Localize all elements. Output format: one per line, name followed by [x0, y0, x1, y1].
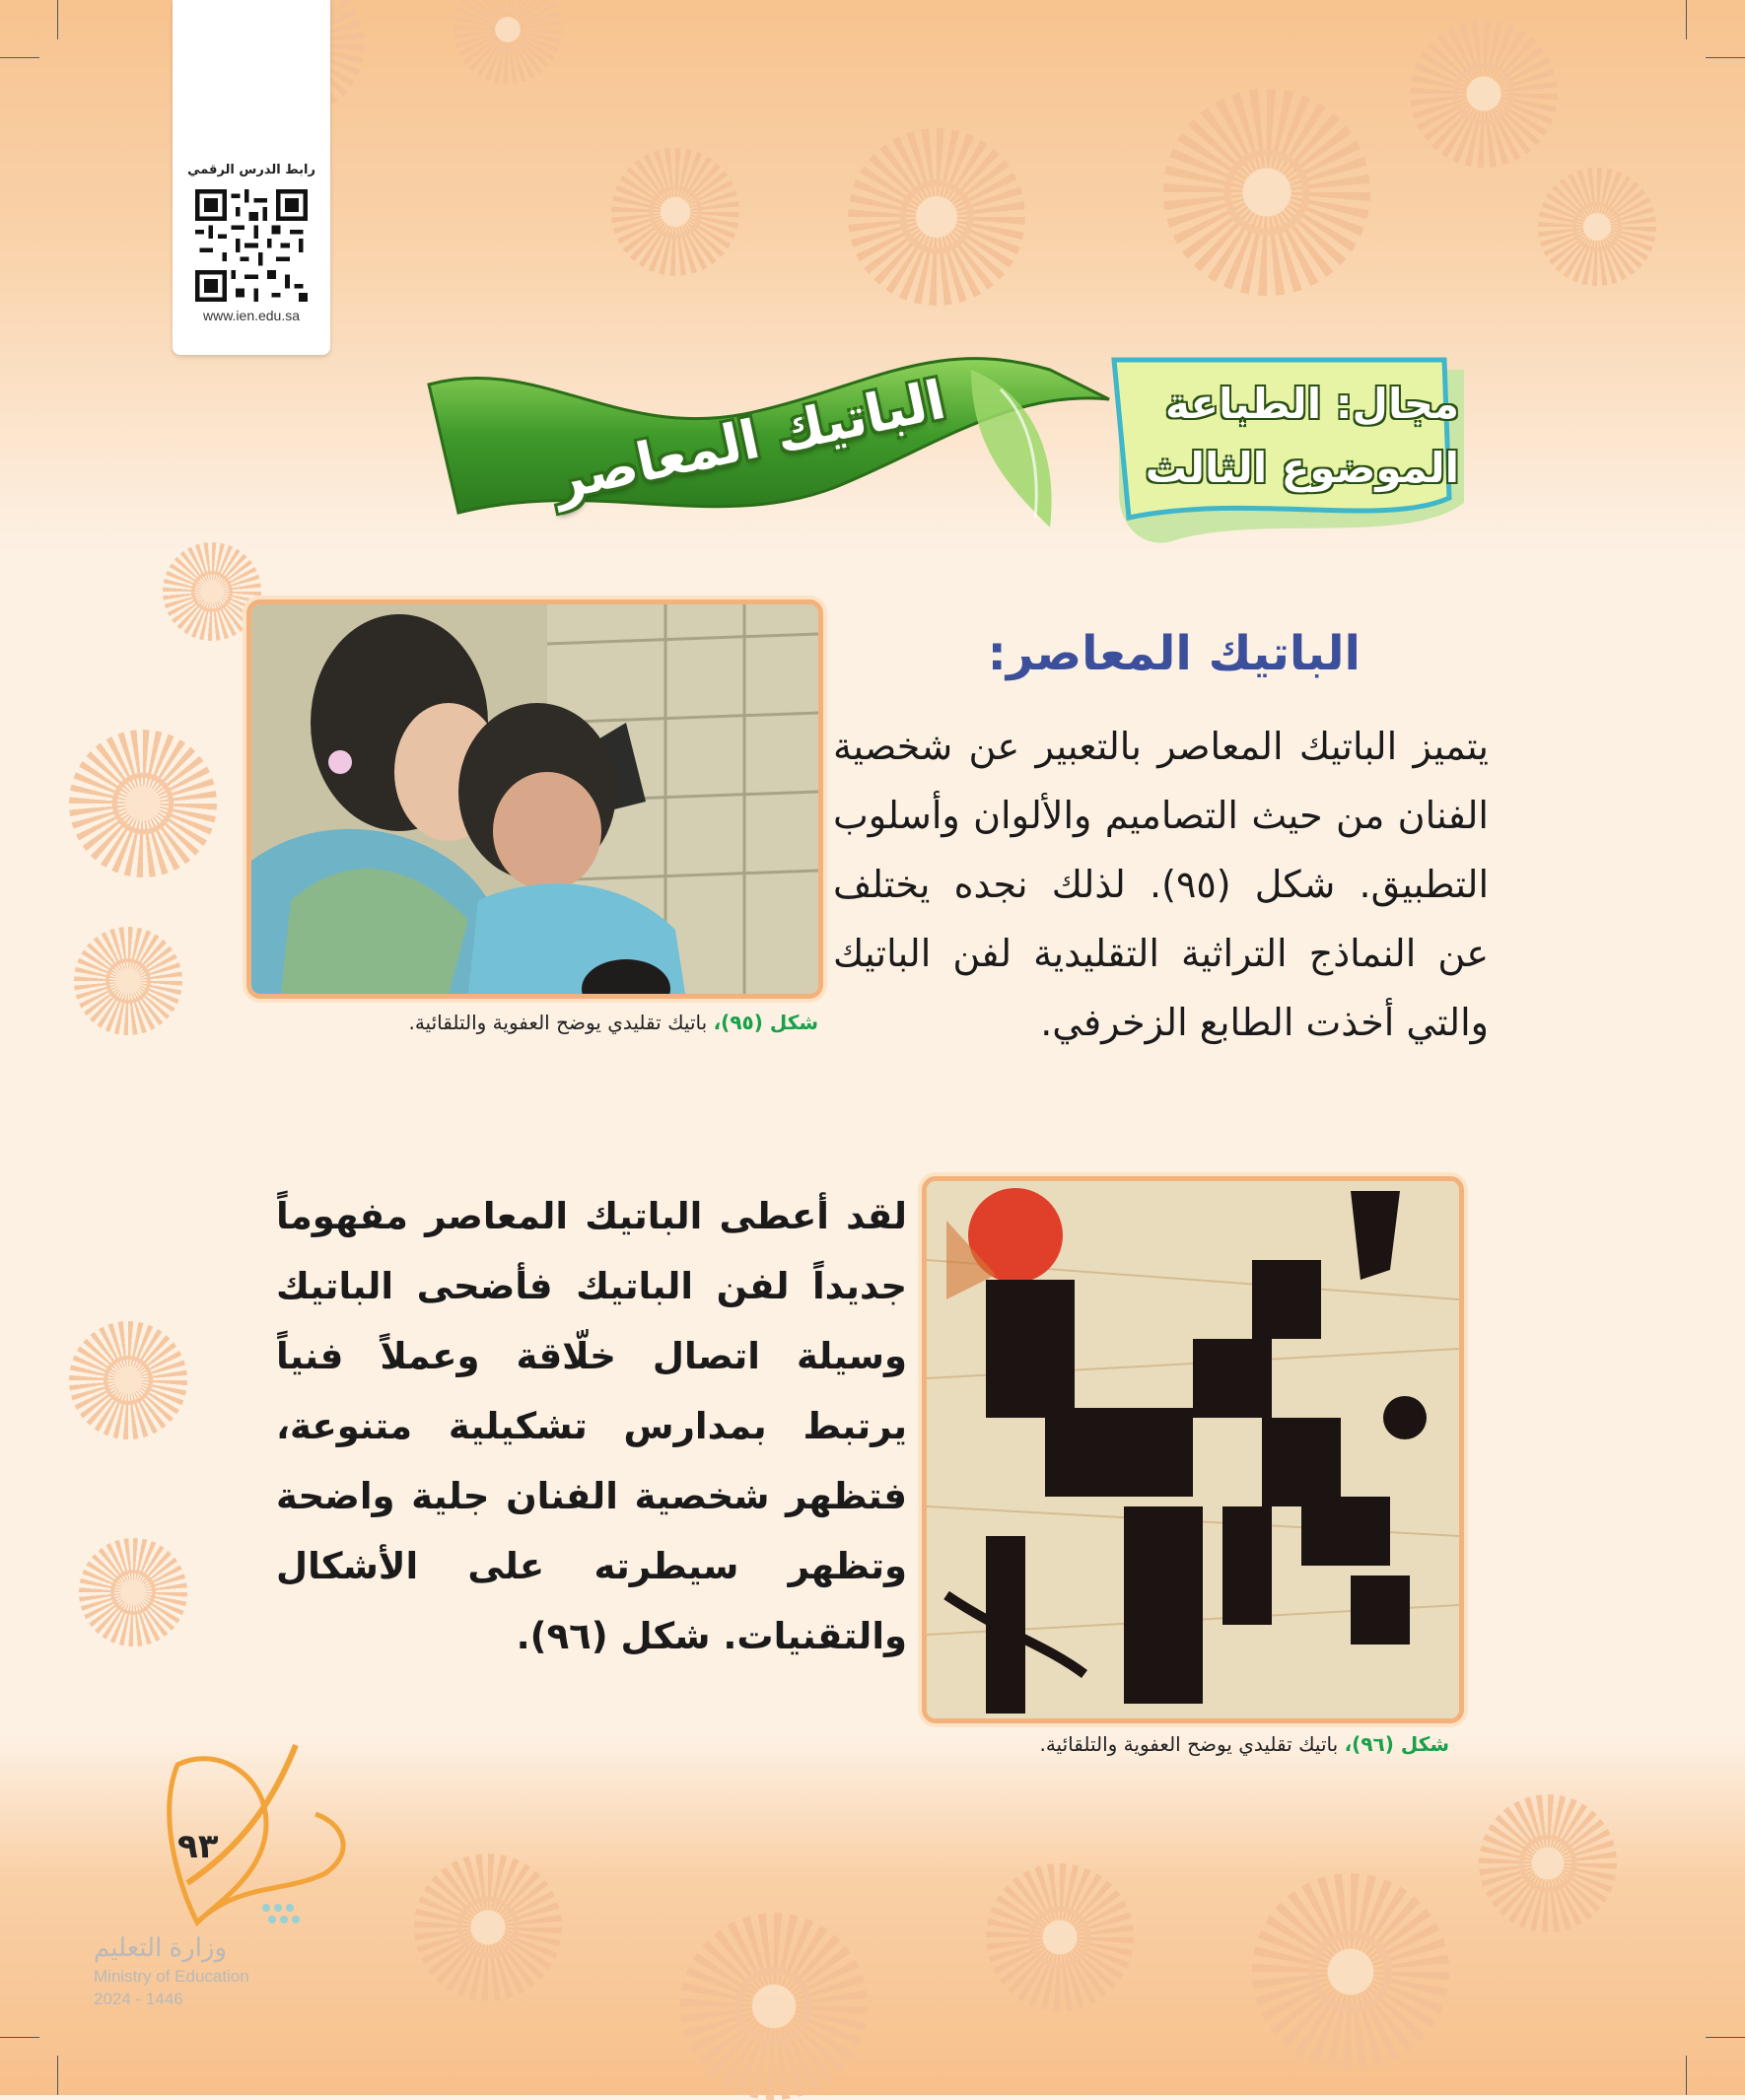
ministry-name-ar: وزارة التعليم [94, 1932, 228, 1962]
decorative-flower-icon [680, 1913, 868, 2100]
crop-mark [0, 57, 39, 58]
ministry-name-en: Ministry of Education [94, 1967, 249, 1986]
decorative-flower-icon [611, 148, 739, 276]
topic-label: الموضوع الثالث [1145, 444, 1459, 492]
figure-95-label: شكل (٩٥)، [713, 1011, 818, 1034]
figure-96-image [922, 1176, 1464, 1723]
decorative-flower-icon [1163, 89, 1370, 296]
domain-label: مجال: الطباعة [1164, 380, 1459, 428]
crop-mark [1686, 2056, 1687, 2095]
decorative-flower-icon [1252, 1873, 1449, 2070]
crop-mark [1706, 57, 1745, 58]
paragraph-1: يتميز الباتيك المعاصر بالتعبير عن شخصية الفنان من حيث التصاميم والألوان وأسلوب التطبيق. شكل (٩٥). لذلك نجده يختلف عن النماذج التراثية التقليدية لفن الباتيك والتي أخذت الطابع الزخرفي. [833, 725, 1489, 1044]
decorative-flower-icon [848, 128, 1025, 306]
crop-mark [1686, 0, 1687, 39]
crop-mark [0, 2037, 39, 2038]
paragraph-2: لقد أعطى الباتيك المعاصر مفهوماً جديداً لفن الباتيك فأضحى الباتيك وسيلة اتصال خلّاقة وعملاً فنياً يرتبط بمدارس تشكيلية متنوعة، فتظهر شخصية الفنان جلية واضحة وتظهر سيطرته على الأشكال والتقنيات. شكل (٩٦). [276, 1195, 907, 1657]
crop-mark [57, 2056, 58, 2095]
crop-mark [57, 0, 58, 39]
decorative-flower-icon [1538, 168, 1656, 286]
decorative-flower-icon [74, 927, 182, 1035]
figure-96-label: شكل (٩٦)، [1344, 1732, 1449, 1756]
figure-95-image [246, 599, 823, 999]
figure-96-text: باتيك تقليدي يوضح العفوية والتلقائية. [1039, 1732, 1339, 1756]
edition-year: 2024 - 1446 [94, 1990, 183, 2008]
page-number: ٩٣ [177, 1827, 219, 1866]
decorative-flower-icon [414, 1854, 562, 2001]
decorative-flower-icon [1479, 1794, 1617, 1932]
figure-96-caption [887, 1732, 1449, 1756]
qr-url[interactable]: www.ien.edu.sa [202, 308, 301, 323]
qr-caption: رابط الدرس الرقمي [187, 163, 315, 177]
decorative-flower-icon [986, 1863, 1134, 2011]
figure-95-caption [246, 1011, 818, 1034]
banner-title: الباتيك المعاصر [547, 368, 951, 513]
qr-code-icon[interactable] [195, 189, 308, 302]
qr-card[interactable] [173, 0, 330, 355]
figure-95-text: باتيك تقليدي يوضح العفوية والتلقائية. [408, 1011, 708, 1034]
decorative-flower-icon [69, 1321, 187, 1439]
decorative-flower-icon [69, 730, 217, 877]
decorative-flower-icon [79, 1538, 187, 1646]
section-heading: الباتيك المعاصر: [987, 626, 1361, 681]
crop-mark [1706, 2037, 1745, 2038]
decorative-flower-icon [1410, 20, 1558, 168]
